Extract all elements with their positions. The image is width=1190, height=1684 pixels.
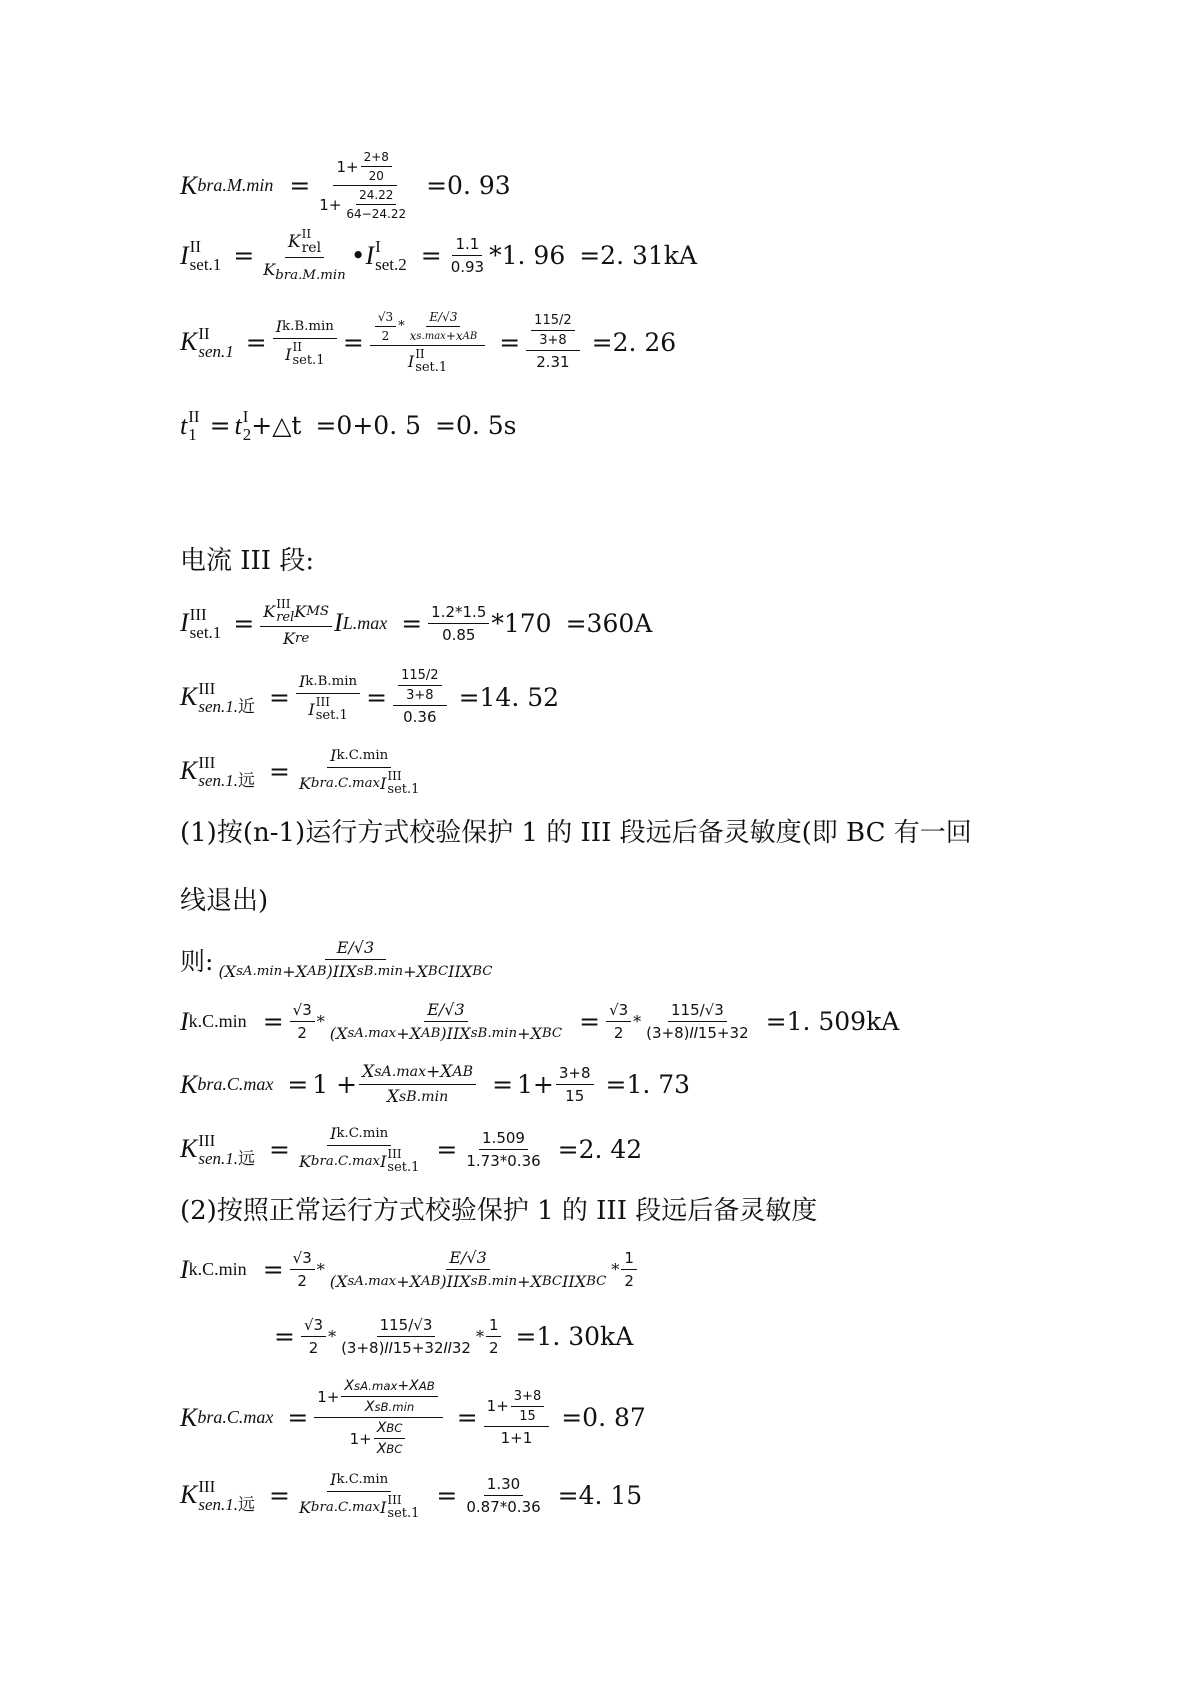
- formula-iset1-iii: I III set.1 = K III rel K MS K re I L.max = $\frac{1.2*1.5}{0.85}$ *170 =360A: [180, 597, 653, 648]
- formula-kbra-m-min: K bra.M.min = 1+ $\frac{2+8}{20}$ 1+ $\frac{24.22}{64-24.22}$ =0. 93: [180, 150, 511, 221]
- result-iset1-ii: =2. 31kA: [579, 241, 697, 271]
- formula-then: 则: E/√3 (X sA.min +X AB )IIX sB.min +X BC IIX BC: [180, 938, 493, 981]
- formula-t1-ii: t II 1 = t I 2 +△t =0+0. 5 =0. 5s: [180, 407, 517, 444]
- paragraph-n1: (1)按(n-1)运行方式校验保护 1 的 III 段远后备灵敏度(即 BC 有一回: [180, 818, 972, 848]
- formula-ikc-min-normal-2: = $\frac{√3}{2}$ * $\frac{115/√3}{\text{(3+8)𝐼𝐼15+32𝐼𝐼32}}$ * $\frac{1}{2}$ =1. 30kA: [274, 1316, 634, 1357]
- symbol-kbra-m-min: K bra.M.min: [180, 170, 274, 200]
- result-kbra-m-min: =0. 93: [426, 171, 511, 200]
- formula-ikc-min-n1: I k.C.min = $\frac{√3}{2}$ * E/√3 (X sA.max +X AB )IIX sB.min +X BC = $\frac{√3}{2}$ * $\frac{115/√3}{\text{(3+8)𝐼𝐼15+32}}$ =1. 509kA: [180, 1000, 900, 1043]
- result-ksen1-far-n1: =2. 42: [557, 1134, 643, 1164]
- formula-ikc-min-normal: I k.C.min = $\frac{√3}{2}$ * E/√3 (X sA.max +X AB )IIX sB.min +X BC IIX BC * $\frac{1}{2}$: [180, 1248, 639, 1291]
- formula-iset1-ii: I II set.1 = K II rel $K_{bra.M.min}$ • I I set.2 = $\frac{1.1}{0.93}$ *1. 96 =2. 31kA: [180, 227, 697, 284]
- result-kbra-c-max-normal: =0. 87: [561, 1403, 646, 1432]
- result-ksen1-far-normal: =4. 15: [557, 1480, 643, 1510]
- formula-kbra-c-max-n1: K bra.C.max = 1 + X sA.max +X AB X sB.min = 1+ $\frac{3+8}{15}$ =1. 73: [180, 1062, 691, 1107]
- formula-ksen1-far: K III sen.1.远 = I k.C.min K bra.C.max I III set.1: [180, 746, 420, 797]
- paragraph-n1-cont: 线退出): [180, 886, 269, 916]
- section-heading-iii: 电流 III 段:: [180, 546, 315, 576]
- result-iset1-iii: =360A: [565, 608, 653, 638]
- result-kbra-c-max-n1: =1. 73: [605, 1070, 691, 1099]
- result-t1-ii: =0. 5s: [435, 411, 517, 440]
- formula-kbra-c-max-normal: K bra.C.max = 1+ X sA.max +X AB X sB.min 1+ X BC X BC = 1+ $\frac{3+8}{15}$ 1+1 =0. 87: [180, 1378, 646, 1457]
- result-ikc-min-n1: =1. 509kA: [765, 1007, 900, 1036]
- paragraph-normal: (2)按照正常运行方式校验保护 1 的 III 段远后备灵敏度: [180, 1196, 818, 1226]
- result-ksen1-near: =14. 52: [458, 682, 560, 712]
- result-ksen1-ii: =2. 26: [591, 327, 677, 357]
- formula-ksen1-ii: K II sen.1 = I k.B.min I II set.1 = $\frac{√3}{2}$ * E/√3 x s.max +x AB I II set.1 = $\frac{\frac{115/2}{3+8}}{2.31}$ =2. 26: [180, 310, 677, 375]
- formula-ksen1-far-n1: K III sen.1.远 = I k.C.min K bra.C.max I III set.1 = $\frac{1.509}{1.73*0.36}$ =2. 42: [180, 1124, 643, 1175]
- formula-ksen1-far-normal: K III sen.1.远 = I k.C.min K bra.C.max I III set.1 = $\frac{1.30}{0.87*0.36}$ =4. 15: [180, 1470, 643, 1521]
- formula-ksen1-near: K III sen.1.近 = I k.B.min I III set.1 = $\frac{\frac{115/2}{3+8}}{0.36}$ =14. 52: [180, 668, 560, 726]
- result-ikc-min-normal: =1. 30kA: [515, 1322, 634, 1351]
